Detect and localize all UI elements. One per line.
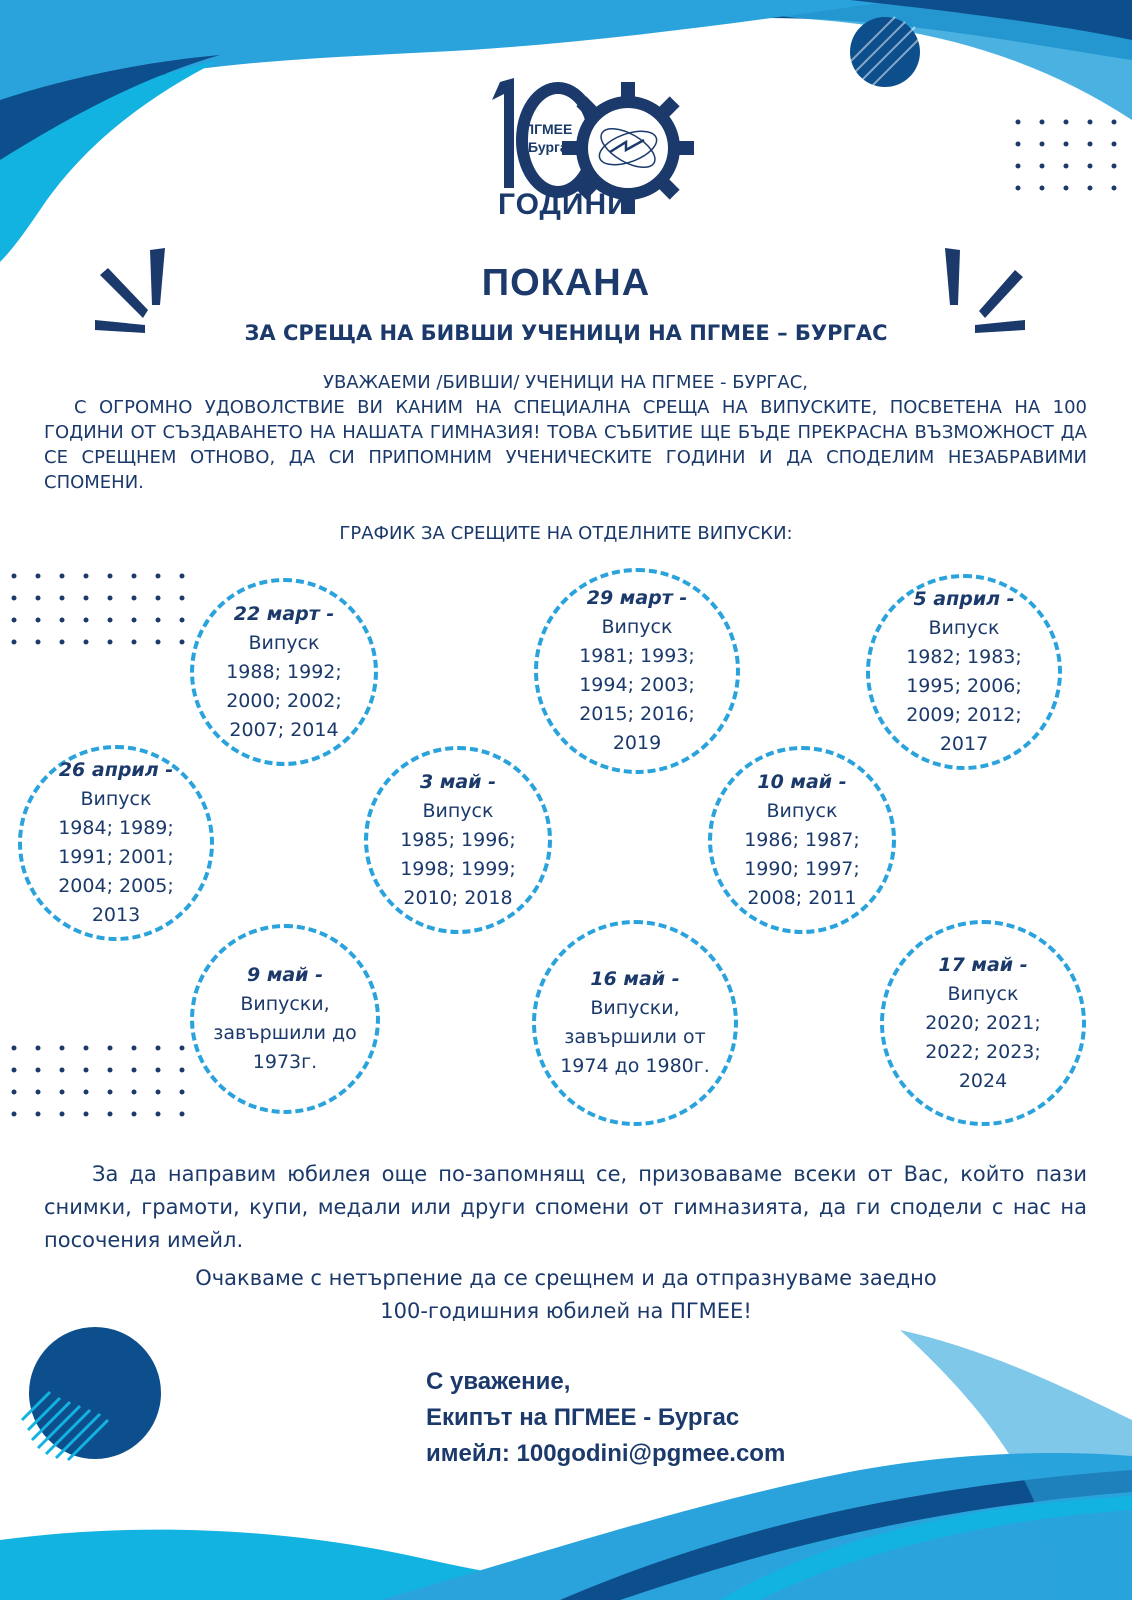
meeting-line: 2019 bbox=[612, 732, 662, 754]
meeting-circle bbox=[18, 745, 214, 941]
meeting-line: 1988; 1992; bbox=[226, 660, 342, 683]
meeting-line: 1973г. bbox=[252, 1051, 318, 1073]
meeting-line: 1982; 1983; bbox=[906, 646, 1022, 668]
meeting-line: 2007; 2014 bbox=[229, 718, 339, 741]
meeting-date: 17 май - bbox=[938, 953, 1028, 976]
dot-grid-left bbox=[12, 574, 185, 645]
meeting-line: Випуск bbox=[248, 631, 320, 654]
meeting-line: завършили до bbox=[213, 1022, 357, 1044]
meeting-circle bbox=[190, 924, 380, 1114]
meeting-line: 1994; 2003; bbox=[579, 674, 695, 696]
meeting-line: 2008; 2011 bbox=[747, 886, 857, 909]
meeting-line: 1998; 1999; bbox=[400, 857, 516, 880]
meeting-line: Випуск bbox=[766, 799, 838, 822]
dot-grid-top-right bbox=[1016, 120, 1117, 191]
meeting-line: 1990; 1997; bbox=[744, 857, 860, 880]
signature-regards: С уважение, bbox=[426, 1368, 571, 1395]
meeting-line: 1981; 1993; bbox=[579, 645, 695, 667]
meeting-date: 9 май - bbox=[247, 964, 323, 986]
dot-grid-left-lower bbox=[12, 1046, 185, 1117]
meeting-line: 1986; 1987; bbox=[744, 828, 860, 851]
signature-team: Екипът на ПГМЕЕ - Бургас bbox=[426, 1404, 740, 1431]
closing-line-1: Очакваме с нетърпение да се срещнем и да отпразнуваме заедно bbox=[195, 1266, 937, 1290]
meeting-line: 2017 bbox=[939, 733, 989, 755]
logo-city: Бургас bbox=[528, 139, 576, 155]
meeting-line: 2009; 2012; bbox=[906, 704, 1022, 726]
meeting-circle bbox=[708, 746, 896, 934]
meeting-line: 2024 bbox=[958, 1069, 1008, 1092]
logo-anniversary-word: ГОДИНИ bbox=[498, 188, 630, 221]
intro-text bbox=[44, 370, 1087, 495]
meeting-circle bbox=[866, 574, 1062, 770]
meeting-date: 16 май - bbox=[590, 968, 680, 990]
meeting-date: 5 април - bbox=[913, 588, 1015, 610]
meeting-date: 22 март - bbox=[233, 602, 335, 625]
meeting-line: Випуск bbox=[947, 982, 1019, 1005]
meeting-line: 2022; 2023; bbox=[925, 1040, 1041, 1063]
meeting-circle bbox=[190, 578, 378, 766]
page-subtitle: ЗА СРЕЩА НА БИВШИ УЧЕНИЦИ НА ПГМЕЕ – БУРГАС bbox=[244, 321, 888, 345]
logo-digit-one bbox=[492, 78, 514, 188]
meeting-line: 1974 до 1980г. bbox=[560, 1055, 710, 1077]
meeting-date: 26 април - bbox=[58, 759, 174, 781]
meeting-line: 1984; 1989; bbox=[58, 817, 174, 839]
meeting-line: Випуски, bbox=[240, 993, 330, 1015]
meeting-line: 2013 bbox=[91, 904, 141, 926]
meeting-circle bbox=[532, 920, 738, 1126]
meeting-line: 1995; 2006; bbox=[906, 675, 1022, 697]
signature-block bbox=[426, 1364, 785, 1472]
meeting-date: 3 май - bbox=[420, 770, 496, 793]
signature-email[interactable]: имейл: 100godini@pgmee.com bbox=[426, 1440, 786, 1467]
meeting-line: 1985; 1996; bbox=[400, 828, 516, 851]
bottom-wave-blue bbox=[380, 1453, 1132, 1600]
closing-paragraph: За да направим юбилея още по-запомнящ се, призоваваме всеки от Вас, който пази снимки, грамоти, купи, медали или други спомени от гимназията, да ги сподели с нас на посочения имейл. bbox=[44, 1162, 1087, 1252]
meeting-line: Випуски, bbox=[590, 997, 680, 1019]
intro-paragraph: С ОГРОМНО УДОВОЛСТВИЕ ВИ КАНИМ НА СПЕЦИАЛНА СРЕЩА НА ВИПУСКИТЕ, ПОСВЕТЕНА НА 100 ГОДИНИ ОТ СЪЗДАВАНЕТО НА НАШАТА ГИМНАЗИЯ! ТОВА СЪБИТИЕ ЩЕ БЪДЕ ПРЕКРАСНА ВЪЗМОЖНОСТ ДА СЕ СРЕЩНЕМ ОТНОВО, ДА СИ ПРИПОМНИМ УЧЕНИЧЕСКИТЕ ГОДИНИ И ДА СПОДЕЛИМ НЕЗАБРАВИМИ СПОМЕНИ. bbox=[44, 397, 1087, 493]
meeting-line: 2020; 2021; bbox=[925, 1011, 1041, 1034]
meeting-line: Випуск bbox=[80, 788, 152, 810]
meeting-circle bbox=[880, 920, 1086, 1126]
meeting-line: завършили от bbox=[564, 1026, 706, 1048]
meeting-date: 10 май - bbox=[757, 770, 847, 793]
meeting-line: 2015; 2016; bbox=[579, 703, 695, 725]
logo-school-short: ПГМЕЕ bbox=[524, 121, 573, 137]
intro-greeting: УВАЖАЕМИ /БИВШИ/ УЧЕНИЦИ НА ПГМЕЕ - БУРГАС, bbox=[322, 372, 809, 393]
closing-lines bbox=[0, 1262, 1132, 1328]
meeting-line: 1991; 2001; bbox=[58, 846, 174, 868]
meeting-line: 2004; 2005; bbox=[58, 875, 174, 897]
page-title: ПОКАНА bbox=[481, 262, 651, 304]
meeting-circle bbox=[364, 746, 552, 934]
meeting-line: Випуск bbox=[928, 617, 1000, 639]
schedule-heading: ГРАФИК ЗА СРЕЩИТЕ НА ОТДЕЛНИТЕ ВИПУСКИ: bbox=[339, 523, 793, 544]
meeting-date: 29 март - bbox=[586, 587, 688, 609]
meeting-line: 2000; 2002; bbox=[226, 689, 342, 712]
logo-seal-year: 1925 bbox=[632, 186, 648, 195]
meeting-line: Випуск bbox=[601, 616, 673, 638]
meeting-line: Випуск bbox=[422, 799, 494, 822]
closing-line-2: 100-годишния юбилей на ПГМЕЕ! bbox=[380, 1299, 752, 1323]
meeting-line: 2010; 2018 bbox=[403, 886, 513, 909]
meeting-circle bbox=[534, 568, 740, 774]
